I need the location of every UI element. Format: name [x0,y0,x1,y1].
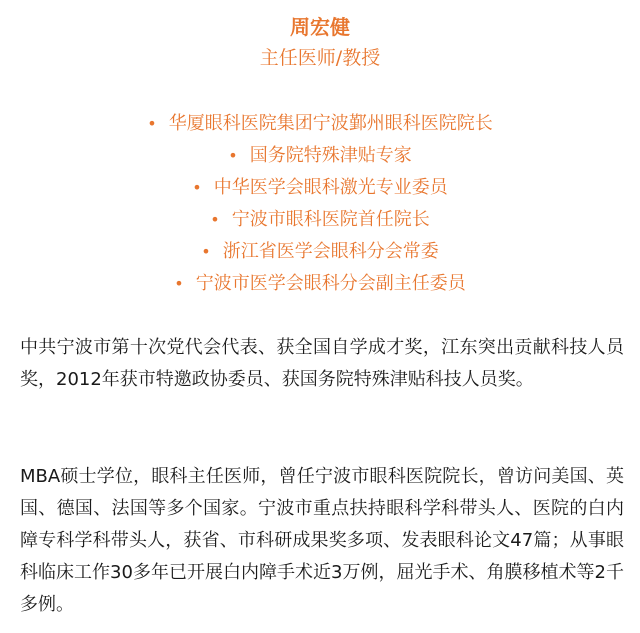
bullet-icon: • [228,146,238,165]
bio-paragraph-honors: 中共宁波市第十次党代会代表、获全国自学成才奖，江东突出贡献科技人员奖，2012年获市特邀政协委员、获国务院特殊津贴科技人员奖。 [20,337,624,390]
list-item [0,172,640,204]
role-text: 华厦眼科医院集团宁波鄞州眼科医院院长 [168,113,493,134]
doctor-title: 主任医师/教授 [259,47,381,69]
bullet-icon: • [147,114,157,133]
doctor-name: 周宏健 [290,15,350,39]
bullet-icon: • [201,242,211,261]
list-item [0,268,640,300]
role-text: 浙江省医学会眼科分会常委 [222,241,439,262]
bio-paragraph-career: MBA硕士学位，眼科主任医师，曾任宁波市眼科医院院长，曾访问美国、英国、德国、法国等多个国家。宁波市重点扶持眼科学科带头人、医院的白内障专科学科带头人，获省、市科研成果奖多项、发表眼科论文47篇；从事眼科临床工作30多年已开展白内障手术近3万例，屈光手术、角膜移植术等2千多例。 [20,466,624,615]
roles-list [0,108,640,300]
list-item [0,108,640,140]
role-text: 中华医学会眼科激光专业委员 [213,177,448,198]
role-text: 国务院特殊津贴专家 [249,145,412,166]
role-text: 宁波市医学会眼科分会副主任委员 [195,273,466,294]
role-text: 宁波市眼科医院首任院长 [231,209,430,230]
bullet-icon: • [174,274,184,293]
bullet-icon: • [210,210,220,229]
list-item [0,204,640,236]
list-item [0,140,640,172]
list-item [0,236,640,268]
bullet-icon: • [192,178,202,197]
